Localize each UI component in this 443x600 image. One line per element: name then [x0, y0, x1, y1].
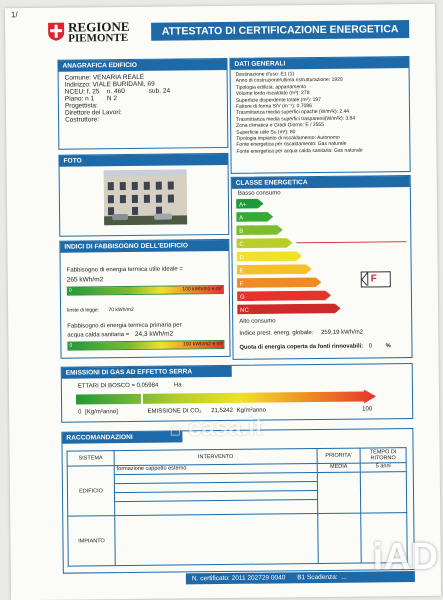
page-title: ATTESTATO DI CERTIFICAZIONE ENERGETICA [151, 20, 409, 41]
building-photo [104, 169, 188, 225]
dati-line-9: Superficie utile Su (m²): 80 [236, 128, 296, 136]
col-intervento: INTERVENTO [114, 449, 317, 466]
nceu-n: n. 460 [106, 88, 125, 96]
certificate-number: N. certificato: 2011 202729 0040 [191, 574, 286, 583]
dati-line-10: Tipologia impianto di riscaldamento: Autonomo [236, 134, 340, 142]
basso-consumo-label: Basso consumo [237, 190, 281, 197]
anagrafica-title: ANAGRAFICA EDIFICIO [58, 59, 226, 72]
dati-line-6: Trasmittanza media superfici opache (W/m²k): 2.44 [235, 109, 350, 117]
indice-label: Indice prest. energ. globale: [239, 330, 314, 337]
nceu: NCEU: f. 25 [64, 88, 100, 96]
limite-label: limite di legge: [67, 307, 100, 314]
dati-line-4: Superficie disperdente totale (m²): 197 [235, 96, 321, 104]
dati-generali-section [229, 56, 410, 174]
row-priorita-2 [318, 513, 362, 563]
piano-n: N 2 [106, 95, 118, 103]
scadenza-label: B1 Scadenza: [297, 573, 338, 582]
table-row [67, 463, 407, 517]
col-tempo: TEMPO DI RITORNO [360, 448, 406, 463]
raccomandazioni-title: RACCOMANDAZIONI [62, 431, 182, 443]
piano: Piano: n 1 [64, 95, 95, 103]
region-name-1: REGIONE [68, 18, 130, 35]
anagrafica-section [57, 58, 228, 150]
dati-line-12: Fonte energetica per acqua calda sanitaria: Gas naturale [236, 147, 363, 155]
raccomandazioni-section [61, 428, 414, 574]
dati-generali-title: DATI GENERALI [230, 57, 408, 70]
dati-line-8: Zona climatica e Gradi Giorno: E / 2555 [236, 122, 325, 130]
ettari-unit: Ha [173, 382, 182, 389]
primaria-value: 24,3 kWh/m2 [134, 330, 174, 338]
scadenza-value: ... [341, 573, 347, 581]
dati-line-3: Volume lordo riscaldato (m³): 278 [235, 90, 310, 98]
quota-label: Quota di energia coperta da fonti rinnovabili: [239, 343, 364, 351]
class-label-A+: A+ [238, 202, 247, 209]
watermark-text: casa.it [187, 413, 263, 442]
class-arrow-G [237, 290, 332, 301]
ettari-bosco: ETTARI DI BOSCO = 0,05984 [77, 382, 159, 390]
primaria-label-2: acqua calda sanitaria = [67, 331, 130, 339]
gas-level-marker [140, 390, 142, 408]
class-arrow-NC [237, 303, 341, 314]
class-label-D: D [239, 255, 244, 262]
fabbisogno-section [59, 239, 230, 359]
comune: Comune: VENARIA REALE [64, 73, 145, 82]
alto-consumo-label: Alto consumo [239, 318, 276, 325]
quota-unit: % [385, 343, 391, 350]
indirizzo: Indirizzo: VIALE BURIDANI, 69 [64, 80, 155, 89]
class-arrow-B [236, 225, 283, 235]
dati-line-1: Anno di costruzione/ultima ristrutturazione: 1920 [235, 77, 343, 85]
ideale-bar [67, 285, 224, 296]
costruttore: Costruttore: [65, 116, 100, 124]
limite-value: 70 kWh/m2 [108, 306, 134, 314]
quota-value: 0 [368, 343, 373, 350]
class-arrows-chart [236, 197, 413, 321]
raccomandazioni-table [67, 447, 408, 567]
casa-it-watermark [169, 414, 263, 443]
corner-mark: 1/ [10, 10, 18, 20]
dati-line-2: Tipologia edilizia: appartamento [235, 83, 307, 91]
foto-title: FOTO [59, 154, 227, 167]
region-name-2: PIEMONTE [68, 31, 129, 45]
emissione-unit: Kg/m²anno [236, 407, 266, 414]
class-arrow-A+ [236, 199, 264, 209]
class-label-E: E [239, 268, 244, 275]
class-label-G: G [239, 294, 245, 301]
iad-logo: iAD [372, 535, 439, 579]
row-intervento-2 [115, 514, 319, 566]
emissione-label: EMISSIONE DI CO₂ [147, 408, 202, 415]
nceu-sub: sub. 24 [148, 87, 171, 95]
class-label-B: B [239, 228, 244, 235]
primaria-label-1: Fabbisogno di energia termica primaria per [67, 322, 182, 330]
class-label-F: F [239, 281, 244, 288]
emissione-value: 21,5242 [211, 407, 233, 415]
row-sistema: EDIFICIO [67, 466, 115, 516]
gas-scale-start: 0 [78, 409, 82, 416]
row-priorita: MEDIA [318, 464, 360, 473]
ideale-label: Fabbisogno di energia termica utile ideale = [66, 266, 183, 274]
class-arrow-A [236, 212, 274, 222]
row-tempo: 5 anni [361, 463, 406, 472]
col-sistema: SISTEMA [67, 451, 114, 466]
class-arrow-F [237, 277, 322, 288]
gas-scale-end: 100 [362, 406, 373, 413]
primaria-bar [67, 340, 224, 351]
region-logo [47, 22, 65, 42]
gas-arrow [76, 389, 376, 406]
primaria-scale-start: 0 [69, 342, 73, 349]
indice-value: 259,19 kWh/m2 [321, 329, 364, 336]
certificate-page [5, 4, 441, 600]
class-arrow-D [236, 251, 302, 262]
dati-line-5: Fattore di forma S/V (m⁻¹): 0.7086 [235, 103, 312, 110]
fabbisogno-title: INDICI DI FABBISOGNO DELL'EDIFICIO [60, 240, 228, 253]
class-arrow-E [237, 264, 313, 275]
class-arrow-C [236, 238, 293, 249]
table-row [68, 513, 408, 567]
progettista: Progettista: [64, 102, 98, 110]
classe-energetica-section [231, 175, 413, 360]
ideale-scale-end: 100 kWh/m2 e m³ [182, 286, 222, 293]
gas-serra-title: EMISSIONI DI GAS AD EFFETTO SERRA [62, 366, 232, 379]
selected-class-letter: F [370, 273, 377, 285]
dati-line-7: Trasmittanza media superfici trasparenti(W/m²k): 3.84 [236, 115, 356, 123]
dati-line-0: Destinazione d'uso: E1 (1) [235, 71, 295, 78]
reference-line [296, 242, 406, 243]
col-priorita: PRIORITA' [317, 448, 360, 463]
dati-line-11: Fonte energetica per riscaldamento: Gas naturale [236, 141, 347, 149]
foto-section [58, 153, 229, 237]
row-sistema-2: IMPIANTO [68, 516, 116, 566]
class-label-A: A [239, 215, 244, 222]
ideale-scale-start: 0 [68, 287, 72, 294]
primaria-scale-end: 100 kWh/m2 e m³ [182, 341, 223, 348]
class-label-C: C [239, 241, 244, 248]
direttore-lavori: Direttore dei Lavori: [64, 109, 122, 117]
classe-energetica-title: CLASSE ENERGETICA [232, 176, 410, 189]
row-intervento: formazione cappotto esterno [115, 464, 317, 475]
house-icon: ⌂ [169, 418, 182, 441]
gas-unit: [Kg/m²anno] [85, 409, 118, 416]
ideale-value: 265 kWh/m2 [66, 276, 104, 284]
selected-class-badge [361, 271, 391, 287]
class-label-NC: NC [240, 307, 249, 314]
